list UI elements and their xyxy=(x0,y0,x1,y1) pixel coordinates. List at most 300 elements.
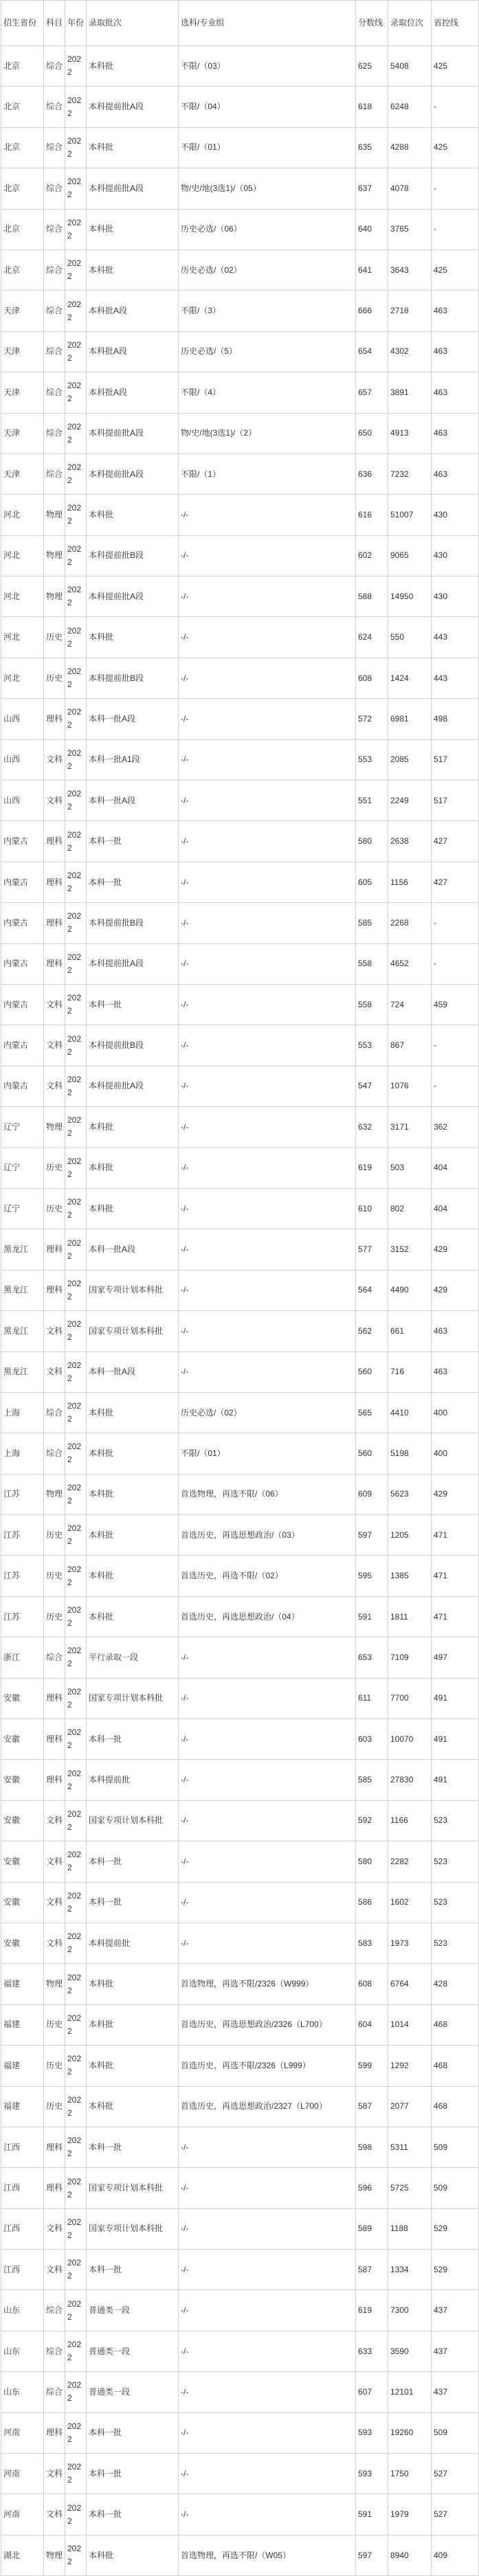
control-line-cell: 523 xyxy=(432,1882,479,1923)
year-cell: 2022 xyxy=(65,1147,87,1188)
control-line-cell: - xyxy=(432,1025,479,1066)
year-cell: 2022 xyxy=(65,1923,87,1963)
year-cell: 2022 xyxy=(65,331,87,372)
control-line-cell: 463 xyxy=(432,372,479,413)
table-body xyxy=(1,46,479,2576)
subject-cell: 历史 xyxy=(44,2086,65,2127)
province-cell: 北京 xyxy=(1,87,44,127)
province-cell: 内蒙古 xyxy=(1,821,44,862)
batch-cell: 本科一批A1段 xyxy=(87,739,179,780)
year-cell: 2022 xyxy=(65,1188,87,1229)
column-header-score: 分数线 xyxy=(356,1,388,46)
rank-cell: 7109 xyxy=(388,1637,432,1678)
rank-cell: 8940 xyxy=(388,2535,432,2575)
table-row xyxy=(1,821,479,862)
control-line-cell: 509 xyxy=(432,2168,479,2208)
rank-cell: 1385 xyxy=(388,1556,432,1596)
rank-cell: 4490 xyxy=(388,1270,432,1310)
province-cell: 安徽 xyxy=(1,1800,44,1841)
rank-cell: 3891 xyxy=(388,372,432,413)
table-row xyxy=(1,658,479,698)
subject-cell: 文科 xyxy=(44,781,65,821)
year-cell: 2022 xyxy=(65,2208,87,2249)
province-cell: 浙江 xyxy=(1,1637,44,1678)
table-row xyxy=(1,291,479,331)
control-line-cell: 498 xyxy=(432,699,479,739)
subject-cell: 文科 xyxy=(44,1841,65,1882)
table-row xyxy=(1,372,479,413)
province-cell: 黑龙江 xyxy=(1,1352,44,1392)
control-line-cell: - xyxy=(432,87,479,127)
batch-cell: 本科一批A段 xyxy=(87,699,179,739)
subject-group-cell: -/- xyxy=(179,495,356,535)
table-row xyxy=(1,1515,479,1556)
table-row xyxy=(1,1433,479,1474)
rank-cell: 6248 xyxy=(388,87,432,127)
subject-group-cell: 首选历史，再选思想政治/2327（L700） xyxy=(179,2086,356,2127)
year-cell: 2022 xyxy=(65,1352,87,1392)
year-cell: 2022 xyxy=(65,46,87,87)
score-cell: 633 xyxy=(356,2331,388,2371)
subject-group-cell: -/- xyxy=(179,1923,356,1963)
column-header-subject-group: 选科/专业组 xyxy=(179,1,356,46)
table-row xyxy=(1,249,479,290)
batch-cell: 本科提前批B段 xyxy=(87,1025,179,1066)
control-line-cell: 529 xyxy=(432,2250,479,2290)
control-line-cell: 400 xyxy=(432,1392,479,1433)
rank-cell: 1424 xyxy=(388,658,432,698)
rank-cell: 867 xyxy=(388,1025,432,1066)
subject-group-cell: 首选历史，再选思想政治/（03） xyxy=(179,1515,356,1556)
control-line-cell: 430 xyxy=(432,495,479,535)
subject-group-cell: -/- xyxy=(179,2494,356,2535)
table-row xyxy=(1,2208,479,2249)
year-cell: 2022 xyxy=(65,903,87,943)
year-cell: 2022 xyxy=(65,1474,87,1514)
table-row xyxy=(1,1800,479,1841)
year-cell: 2022 xyxy=(65,249,87,290)
rank-cell: 3643 xyxy=(388,249,432,290)
subject-group-cell: -/- xyxy=(179,576,356,617)
province-cell: 山西 xyxy=(1,739,44,780)
control-line-cell: 443 xyxy=(432,617,479,658)
table-row xyxy=(1,1596,479,1637)
year-cell: 2022 xyxy=(65,943,87,984)
control-line-cell: 427 xyxy=(432,862,479,902)
control-line-cell: 491 xyxy=(432,1719,479,1760)
province-cell: 安徽 xyxy=(1,1760,44,1800)
subject-group-cell: -/- xyxy=(179,739,356,780)
score-cell: 636 xyxy=(356,453,388,494)
table-row xyxy=(1,2250,479,2290)
year-cell: 2022 xyxy=(65,2494,87,2535)
rank-cell: 9065 xyxy=(388,535,432,576)
score-cell: 587 xyxy=(356,2250,388,2290)
year-cell: 2022 xyxy=(65,617,87,658)
rank-cell: 2268 xyxy=(388,903,432,943)
batch-cell: 本科批 xyxy=(87,209,179,249)
rank-cell: 7232 xyxy=(388,453,432,494)
control-line-cell: 428 xyxy=(432,1964,479,2004)
province-cell: 江苏 xyxy=(1,1596,44,1637)
year-cell: 2022 xyxy=(65,453,87,494)
batch-cell: 本科批A段 xyxy=(87,331,179,372)
control-line-cell: 430 xyxy=(432,535,479,576)
year-cell: 2022 xyxy=(65,1556,87,1596)
subject-cell: 综合 xyxy=(44,87,65,127)
subject-cell: 历史 xyxy=(44,1596,65,1637)
rank-cell: 1205 xyxy=(388,1515,432,1556)
batch-cell: 本科一批 xyxy=(87,862,179,902)
rank-cell: 5311 xyxy=(388,2127,432,2167)
subject-cell: 综合 xyxy=(44,1392,65,1433)
province-cell: 河北 xyxy=(1,658,44,698)
subject-group-cell: -/- xyxy=(179,2331,356,2371)
rank-cell: 1750 xyxy=(388,2454,432,2494)
rank-cell: 1076 xyxy=(388,1066,432,1106)
rank-cell: 6981 xyxy=(388,699,432,739)
admission-score-table xyxy=(1,0,479,2576)
province-cell: 福建 xyxy=(1,2046,44,2086)
subject-cell: 历史 xyxy=(44,1188,65,1229)
province-cell: 黑龙江 xyxy=(1,1270,44,1310)
control-line-cell: 425 xyxy=(432,249,479,290)
score-cell: 653 xyxy=(356,1637,388,1678)
rank-cell: 724 xyxy=(388,984,432,1024)
batch-cell: 本科一批A段 xyxy=(87,781,179,821)
score-cell: 551 xyxy=(356,781,388,821)
subject-group-cell: -/- xyxy=(179,1066,356,1106)
subject-group-cell: 历史必选/（02） xyxy=(179,1392,356,1433)
table-row xyxy=(1,1841,479,1882)
score-cell: 619 xyxy=(356,2290,388,2331)
subject-group-cell: 物/史/地(3选1)/（05） xyxy=(179,168,356,209)
subject-cell: 综合 xyxy=(44,331,65,372)
control-line-cell: 443 xyxy=(432,658,479,698)
subject-group-cell: -/- xyxy=(179,1229,356,1270)
score-cell: 618 xyxy=(356,87,388,127)
year-cell: 2022 xyxy=(65,2412,87,2453)
rank-cell: 2249 xyxy=(388,781,432,821)
rank-cell: 1979 xyxy=(388,2494,432,2535)
rank-cell: 1334 xyxy=(388,2250,432,2290)
subject-group-cell: 首选物理，再选不限/（W05） xyxy=(179,2535,356,2575)
subject-cell: 理科 xyxy=(44,1760,65,1800)
year-cell: 2022 xyxy=(65,1025,87,1066)
subject-cell: 物理 xyxy=(44,1107,65,1147)
subject-cell: 文科 xyxy=(44,2250,65,2290)
score-cell: 611 xyxy=(356,1678,388,1718)
province-cell: 天津 xyxy=(1,372,44,413)
rank-cell: 3171 xyxy=(388,1107,432,1147)
table-row xyxy=(1,984,479,1024)
province-cell: 天津 xyxy=(1,453,44,494)
subject-group-cell: -/- xyxy=(179,2290,356,2331)
table-row xyxy=(1,1556,479,1596)
batch-cell: 本科一批 xyxy=(87,2494,179,2535)
batch-cell: 本科一批 xyxy=(87,2250,179,2290)
table-row xyxy=(1,617,479,658)
province-cell: 江苏 xyxy=(1,1515,44,1556)
batch-cell: 本科批 xyxy=(87,46,179,87)
year-cell: 2022 xyxy=(65,699,87,739)
subject-group-cell: 首选历史，再选思想政治/2326（L700） xyxy=(179,2004,356,2045)
subject-cell: 物理 xyxy=(44,495,65,535)
batch-cell: 本科批 xyxy=(87,1474,179,1514)
subject-group-cell: -/- xyxy=(179,2208,356,2249)
subject-group-cell: -/- xyxy=(179,984,356,1024)
rank-cell: 5725 xyxy=(388,2168,432,2208)
province-cell: 河北 xyxy=(1,535,44,576)
table-row xyxy=(1,2290,479,2331)
table-row xyxy=(1,1637,479,1678)
control-line-cell: 497 xyxy=(432,1637,479,1678)
rank-cell: 51007 xyxy=(388,495,432,535)
control-line-cell: 362 xyxy=(432,1107,479,1147)
control-line-cell: 468 xyxy=(432,2004,479,2045)
score-cell: 597 xyxy=(356,1515,388,1556)
subject-group-cell: -/- xyxy=(179,1147,356,1188)
year-cell: 2022 xyxy=(65,2372,87,2412)
batch-cell: 本科一批 xyxy=(87,2454,179,2494)
province-cell: 内蒙古 xyxy=(1,943,44,984)
control-line-cell: 509 xyxy=(432,2412,479,2453)
subject-cell: 理科 xyxy=(44,903,65,943)
table-row xyxy=(1,2454,479,2494)
subject-group-cell: -/- xyxy=(179,1800,356,1841)
control-line-cell: 429 xyxy=(432,1270,479,1310)
subject-group-cell: -/- xyxy=(179,1841,356,1882)
year-cell: 2022 xyxy=(65,1760,87,1800)
subject-group-cell: -/- xyxy=(179,535,356,576)
province-cell: 辽宁 xyxy=(1,1188,44,1229)
rank-cell: 3590 xyxy=(388,2331,432,2371)
subject-cell: 文科 xyxy=(44,1311,65,1352)
subject-cell: 综合 xyxy=(44,2331,65,2371)
control-line-cell: 463 xyxy=(432,291,479,331)
subject-group-cell: 首选历史，再选不限/（02） xyxy=(179,1556,356,1596)
subject-cell: 理科 xyxy=(44,2168,65,2208)
subject-group-cell: -/- xyxy=(179,658,356,698)
score-cell: 564 xyxy=(356,1270,388,1310)
year-cell: 2022 xyxy=(65,1229,87,1270)
subject-group-cell: -/- xyxy=(179,1270,356,1310)
rank-cell: 5198 xyxy=(388,1433,432,1474)
batch-cell: 国家专项计划本科批 xyxy=(87,1311,179,1352)
subject-group-cell: -/- xyxy=(179,2454,356,2494)
score-cell: 585 xyxy=(356,1760,388,1800)
year-cell: 2022 xyxy=(65,1800,87,1841)
subject-group-cell: 不限/（3） xyxy=(179,291,356,331)
control-line-cell: 468 xyxy=(432,2046,479,2086)
subject-group-cell: -/- xyxy=(179,1637,356,1678)
subject-cell: 综合 xyxy=(44,291,65,331)
batch-cell: 国家专项计划本科批 xyxy=(87,2208,179,2249)
subject-group-cell: -/- xyxy=(179,943,356,984)
subject-cell: 综合 xyxy=(44,168,65,209)
subject-cell: 文科 xyxy=(44,1352,65,1392)
table-row xyxy=(1,1147,479,1188)
province-cell: 黑龙江 xyxy=(1,1311,44,1352)
rank-cell: 1156 xyxy=(388,862,432,902)
province-cell: 辽宁 xyxy=(1,1147,44,1188)
province-cell: 福建 xyxy=(1,1964,44,2004)
batch-cell: 本科批 xyxy=(87,617,179,658)
table-row xyxy=(1,739,479,780)
batch-cell: 本科提前批A段 xyxy=(87,943,179,984)
subject-cell: 文科 xyxy=(44,1025,65,1066)
rank-cell: 27830 xyxy=(388,1760,432,1800)
subject-cell: 文科 xyxy=(44,2494,65,2535)
year-cell: 2022 xyxy=(65,1841,87,1882)
control-line-cell: 463 xyxy=(432,453,479,494)
table-row xyxy=(1,1719,479,1760)
batch-cell: 本科一批 xyxy=(87,2127,179,2167)
subject-cell: 文科 xyxy=(44,2454,65,2494)
subject-group-cell: -/- xyxy=(179,821,356,862)
rank-cell: 2085 xyxy=(388,739,432,780)
batch-cell: 普通类一段 xyxy=(87,2331,179,2371)
subject-cell: 综合 xyxy=(44,127,65,168)
subject-group-cell: 不限/（01） xyxy=(179,127,356,168)
year-cell: 2022 xyxy=(65,1515,87,1556)
year-cell: 2022 xyxy=(65,1882,87,1923)
control-line-cell: 491 xyxy=(432,1678,479,1718)
table-row xyxy=(1,2494,479,2535)
subject-cell: 文科 xyxy=(44,2208,65,2249)
control-line-cell: 429 xyxy=(432,1474,479,1514)
subject-group-cell: -/- xyxy=(179,1311,356,1352)
rank-cell: 3152 xyxy=(388,1229,432,1270)
province-cell: 内蒙古 xyxy=(1,984,44,1024)
batch-cell: 本科提前批B段 xyxy=(87,658,179,698)
score-cell: 565 xyxy=(356,1392,388,1433)
rank-cell: 716 xyxy=(388,1352,432,1392)
subject-cell: 综合 xyxy=(44,413,65,453)
province-cell: 湖北 xyxy=(1,2535,44,2575)
subject-group-cell: -/- xyxy=(179,903,356,943)
score-cell: 624 xyxy=(356,617,388,658)
batch-cell: 本科批 xyxy=(87,1188,179,1229)
control-line-cell: 523 xyxy=(432,1800,479,1841)
batch-cell: 本科批 xyxy=(87,2004,179,2045)
control-line-cell: 491 xyxy=(432,1760,479,1800)
rank-cell: 14950 xyxy=(388,576,432,617)
rank-cell: 5408 xyxy=(388,46,432,87)
control-line-cell: 471 xyxy=(432,1556,479,1596)
rank-cell: 1973 xyxy=(388,1923,432,1963)
subject-cell: 历史 xyxy=(44,1556,65,1596)
subject-cell: 综合 xyxy=(44,2372,65,2412)
year-cell: 2022 xyxy=(65,535,87,576)
batch-cell: 本科提前批A段 xyxy=(87,87,179,127)
year-cell: 2022 xyxy=(65,2004,87,2045)
subject-cell: 文科 xyxy=(44,984,65,1024)
control-line-cell: 527 xyxy=(432,2494,479,2535)
province-cell: 北京 xyxy=(1,46,44,87)
year-cell: 2022 xyxy=(65,781,87,821)
batch-cell: 本科批 xyxy=(87,249,179,290)
table-row xyxy=(1,943,479,984)
subject-cell: 历史 xyxy=(44,2004,65,2045)
subject-cell: 理科 xyxy=(44,1678,65,1718)
control-line-cell: 429 xyxy=(432,1229,479,1270)
year-cell: 2022 xyxy=(65,372,87,413)
rank-cell: 1014 xyxy=(388,2004,432,2045)
province-cell: 山东 xyxy=(1,2372,44,2412)
batch-cell: 本科一批A段 xyxy=(87,1229,179,1270)
batch-cell: 本科批 xyxy=(87,1107,179,1147)
province-cell: 安徽 xyxy=(1,1841,44,1882)
score-cell: 580 xyxy=(356,1841,388,1882)
subject-group-cell: -/- xyxy=(179,617,356,658)
batch-cell: 本科批 xyxy=(87,1392,179,1433)
year-cell: 2022 xyxy=(65,413,87,453)
subject-cell: 文科 xyxy=(44,739,65,780)
table-row xyxy=(1,1311,479,1352)
subject-group-cell: 不限/（4） xyxy=(179,372,356,413)
table-row xyxy=(1,1107,479,1147)
subject-cell: 理科 xyxy=(44,821,65,862)
subject-cell: 文科 xyxy=(44,1923,65,1963)
subject-cell: 理科 xyxy=(44,1229,65,1270)
rank-cell: 2077 xyxy=(388,2086,432,2127)
table-row xyxy=(1,495,479,535)
province-cell: 安徽 xyxy=(1,1882,44,1923)
rank-cell: 4652 xyxy=(388,943,432,984)
subject-cell: 综合 xyxy=(44,46,65,87)
province-cell: 天津 xyxy=(1,291,44,331)
control-line-cell: 517 xyxy=(432,781,479,821)
score-cell: 610 xyxy=(356,1188,388,1229)
subject-cell: 文科 xyxy=(44,1882,65,1923)
year-cell: 2022 xyxy=(65,2168,87,2208)
year-cell: 2022 xyxy=(65,1392,87,1433)
score-cell: 553 xyxy=(356,739,388,780)
subject-cell: 物理 xyxy=(44,535,65,576)
year-cell: 2022 xyxy=(65,1596,87,1637)
province-cell: 河北 xyxy=(1,576,44,617)
year-cell: 2022 xyxy=(65,168,87,209)
score-cell: 599 xyxy=(356,2046,388,2086)
subject-group-cell: -/- xyxy=(179,2127,356,2167)
subject-group-cell: -/- xyxy=(179,2372,356,2412)
subject-cell: 综合 xyxy=(44,1433,65,1474)
control-line-cell: - xyxy=(432,1066,479,1106)
rank-cell: 4302 xyxy=(388,331,432,372)
batch-cell: 本科批 xyxy=(87,2046,179,2086)
subject-cell: 历史 xyxy=(44,617,65,658)
batch-cell: 国家专项计划本科批 xyxy=(87,2168,179,2208)
subject-group-cell: 不限/（03） xyxy=(179,46,356,87)
rank-cell: 550 xyxy=(388,617,432,658)
table-row xyxy=(1,862,479,902)
subject-group-cell: -/- xyxy=(179,1025,356,1066)
subject-cell: 理科 xyxy=(44,1270,65,1310)
rank-cell: 1292 xyxy=(388,2046,432,2086)
control-line-cell: 463 xyxy=(432,331,479,372)
subject-group-cell: -/- xyxy=(179,2412,356,2453)
score-cell: 641 xyxy=(356,249,388,290)
subject-group-cell: 物/史/地(3选1)/（2） xyxy=(179,413,356,453)
rank-cell: 4078 xyxy=(388,168,432,209)
score-cell: 650 xyxy=(356,413,388,453)
column-header-batch: 录取批次 xyxy=(87,1,179,46)
year-cell: 2022 xyxy=(65,821,87,862)
score-cell: 593 xyxy=(356,2454,388,2494)
province-cell: 江西 xyxy=(1,2208,44,2249)
subject-cell: 历史 xyxy=(44,1147,65,1188)
